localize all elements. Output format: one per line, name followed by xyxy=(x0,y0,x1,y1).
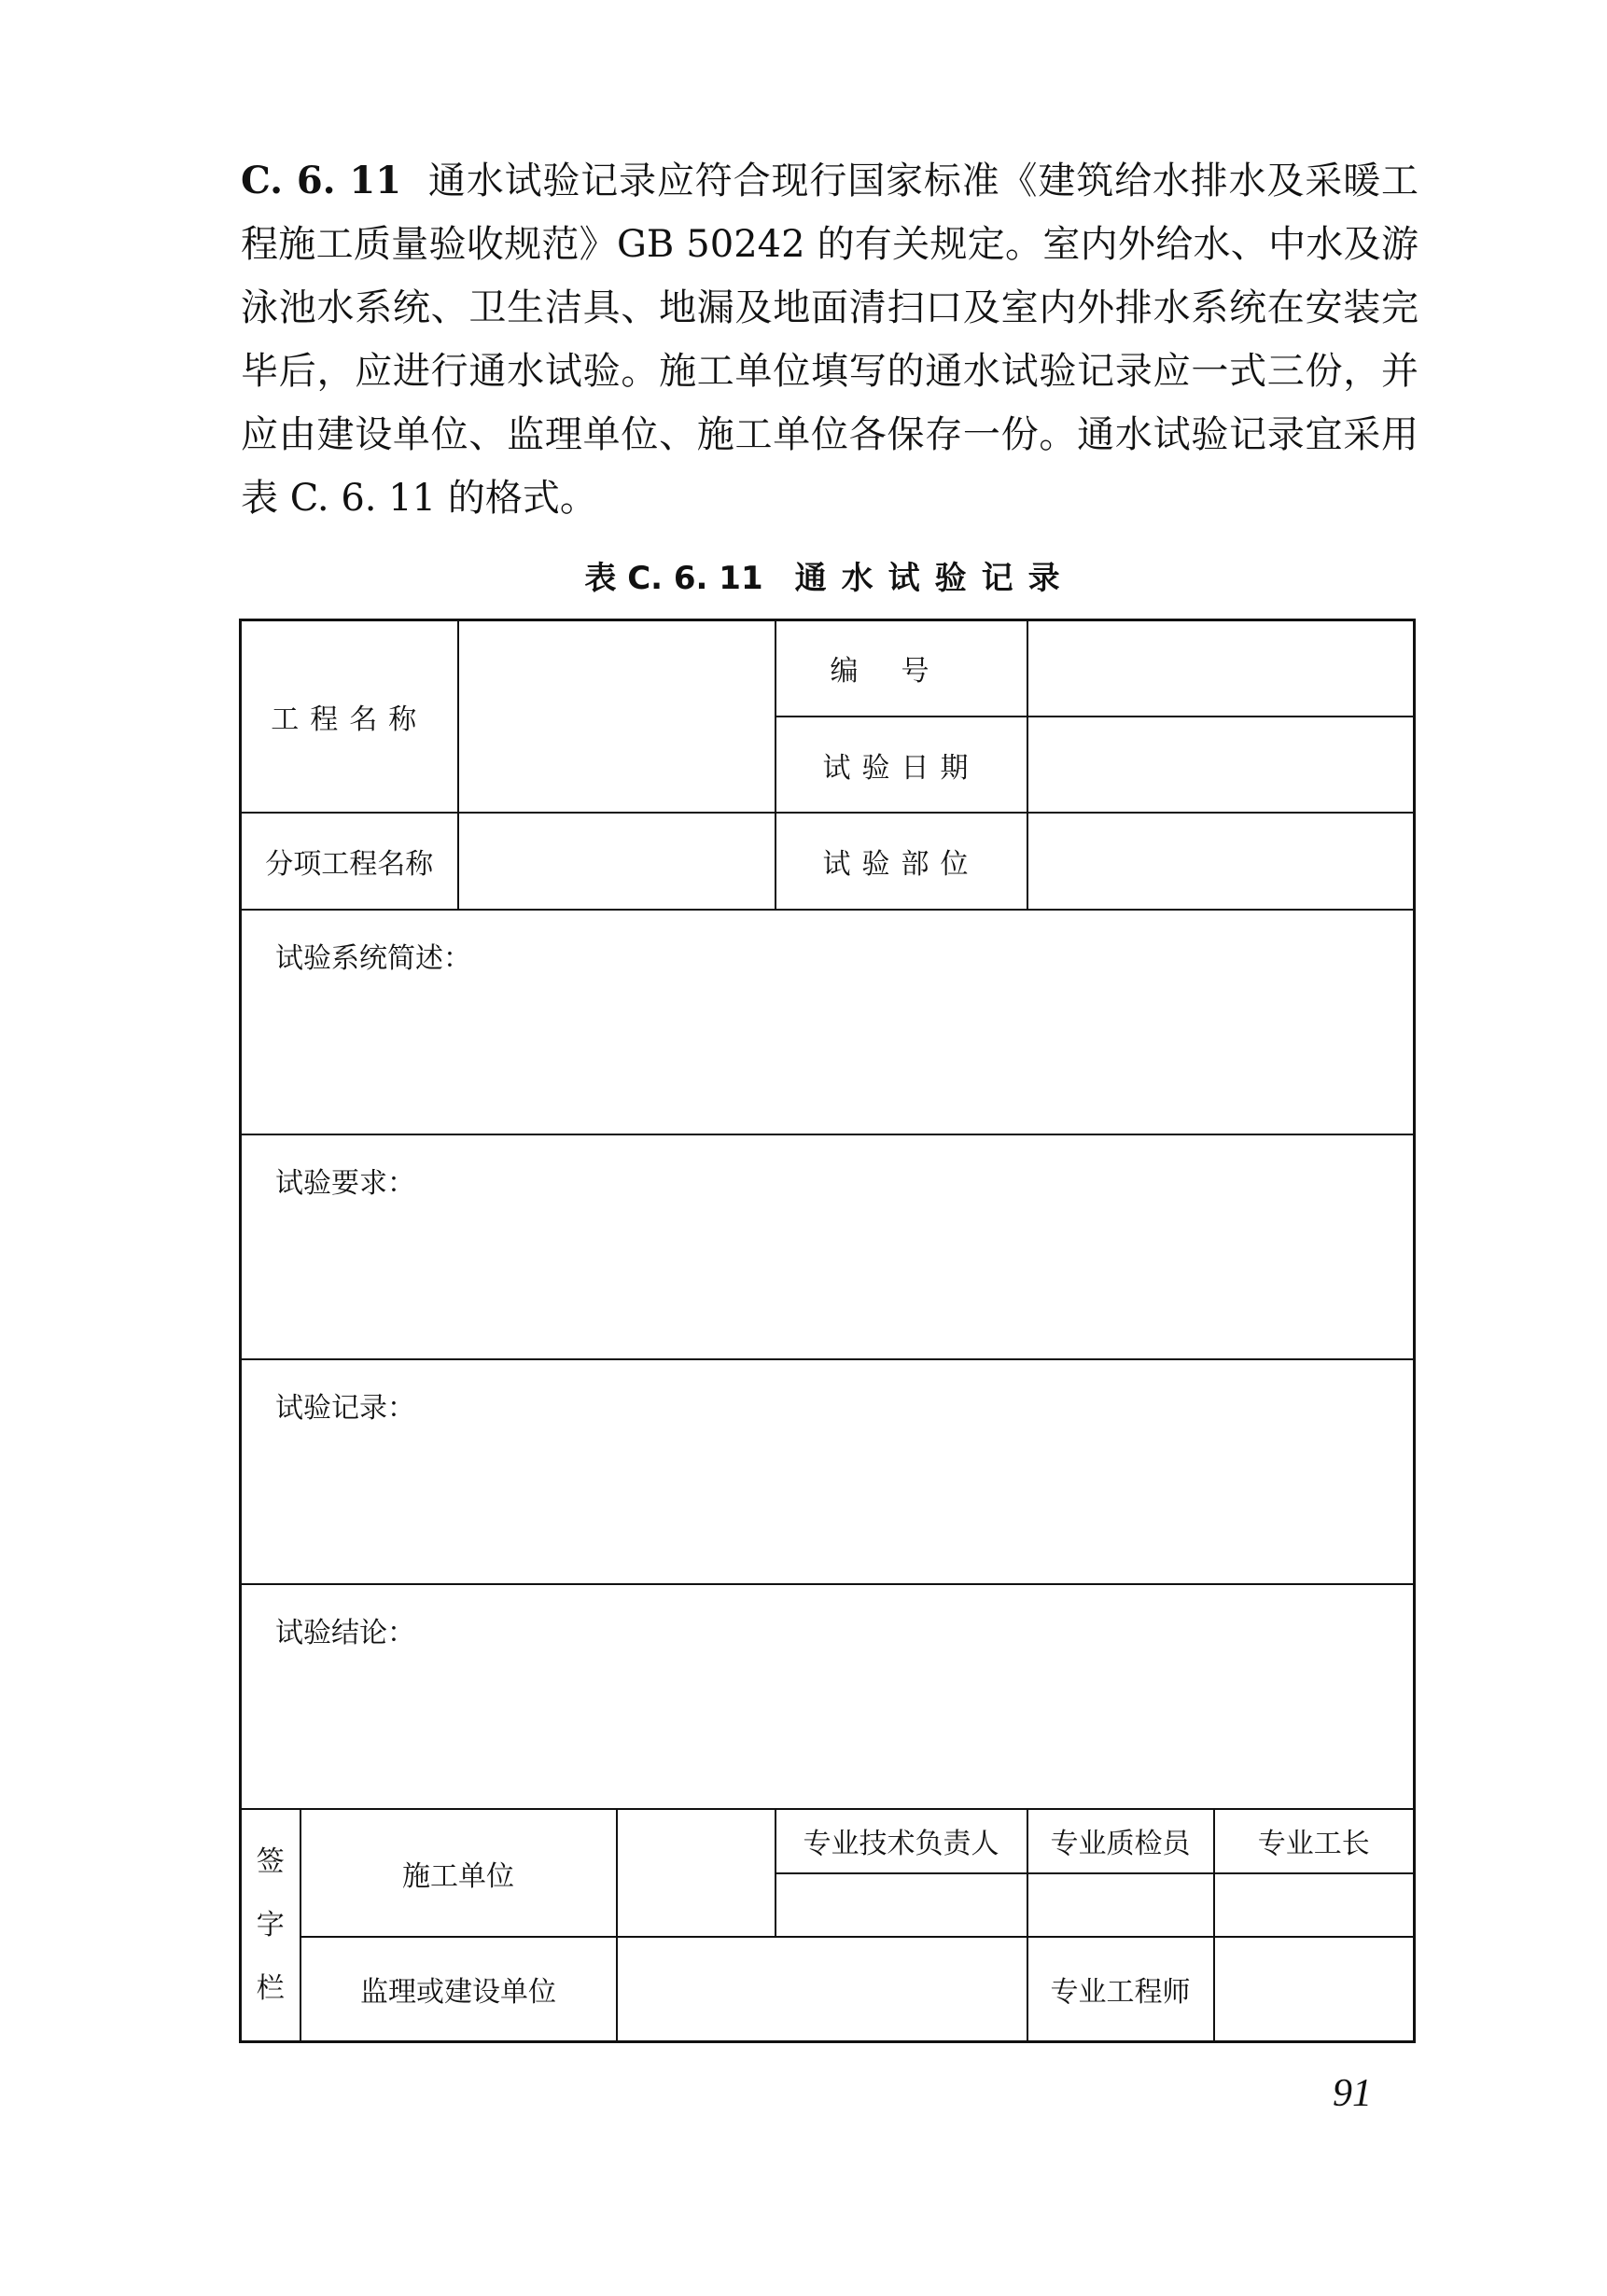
requirements-label: 试验要求： xyxy=(275,1167,415,1200)
conclusion-field[interactable] xyxy=(241,1584,1415,1809)
water-flow-test-record-form xyxy=(239,619,1416,2043)
table-caption xyxy=(241,552,1418,598)
sub-project-label: 分项工程名称 xyxy=(241,813,458,909)
page-number: 91 xyxy=(1333,2072,1372,2115)
system-description-field[interactable] xyxy=(241,910,1415,1134)
project-name-label: 工程名称 xyxy=(241,620,458,814)
engineer-label: 专业工程师 xyxy=(1027,1937,1214,2042)
test-date-field[interactable] xyxy=(1027,717,1415,813)
supervision-unit-field[interactable] xyxy=(617,1937,1027,2042)
signature-char-1: 签 xyxy=(256,1844,285,1878)
conclusion-label: 试验结论： xyxy=(275,1617,415,1650)
foreman-label: 专业工长 xyxy=(1214,1809,1415,1872)
test-location-label: 试验部位 xyxy=(776,813,1027,909)
requirements-field[interactable] xyxy=(241,1134,1415,1359)
serial-no-label: 编号 xyxy=(776,620,1027,717)
tech-lead-signature[interactable] xyxy=(776,1873,1027,1937)
sub-project-field[interactable] xyxy=(458,813,776,909)
supervision-unit-label: 监理或建设单位 xyxy=(300,1937,617,2042)
construction-unit-field[interactable] xyxy=(617,1809,776,1937)
serial-no-field[interactable] xyxy=(1027,620,1415,717)
foreman-signature[interactable] xyxy=(1214,1873,1415,1937)
signature-column-label xyxy=(241,1809,300,2041)
record-label: 试验记录： xyxy=(275,1392,415,1426)
table-number: 表 C. 6. 11 xyxy=(584,560,763,597)
clause-number: C. 6. 11 xyxy=(241,159,402,202)
test-location-field[interactable] xyxy=(1027,813,1415,909)
test-date-label: 试验日期 xyxy=(776,717,1027,813)
quality-inspector-label: 专业质检员 xyxy=(1027,1809,1214,1872)
table-title: 通水试验记录 xyxy=(794,560,1075,597)
signature-char-3: 栏 xyxy=(256,1971,285,2005)
clause-text: 通水试验记录应符合现行国家标准《建筑给水排水及采暖工程施工质量验收规范》GB 50242 的有关规定。室内外给水、中水及游泳池水系统、卫生洁具、地漏及地面清扫口及室内外排水系统在安装完毕后，应进行通水试验。施工单位填写的通水试验记录应一式三份，并应由建设单位、监理单位、施工单位各保存一份。通水试验记录宜采用表 C. 6. 11 的格式。 xyxy=(241,160,1418,520)
system-description-label: 试验系统简述： xyxy=(275,941,471,975)
clause-paragraph xyxy=(241,149,1418,530)
quality-inspector-signature[interactable] xyxy=(1027,1873,1214,1937)
tech-lead-label: 专业技术负责人 xyxy=(776,1809,1027,1872)
signature-char-2: 字 xyxy=(256,1908,285,1941)
engineer-signature[interactable] xyxy=(1214,1937,1415,2042)
construction-unit-label: 施工单位 xyxy=(300,1809,617,1937)
project-name-field[interactable] xyxy=(458,620,776,814)
record-field[interactable] xyxy=(241,1359,1415,1584)
